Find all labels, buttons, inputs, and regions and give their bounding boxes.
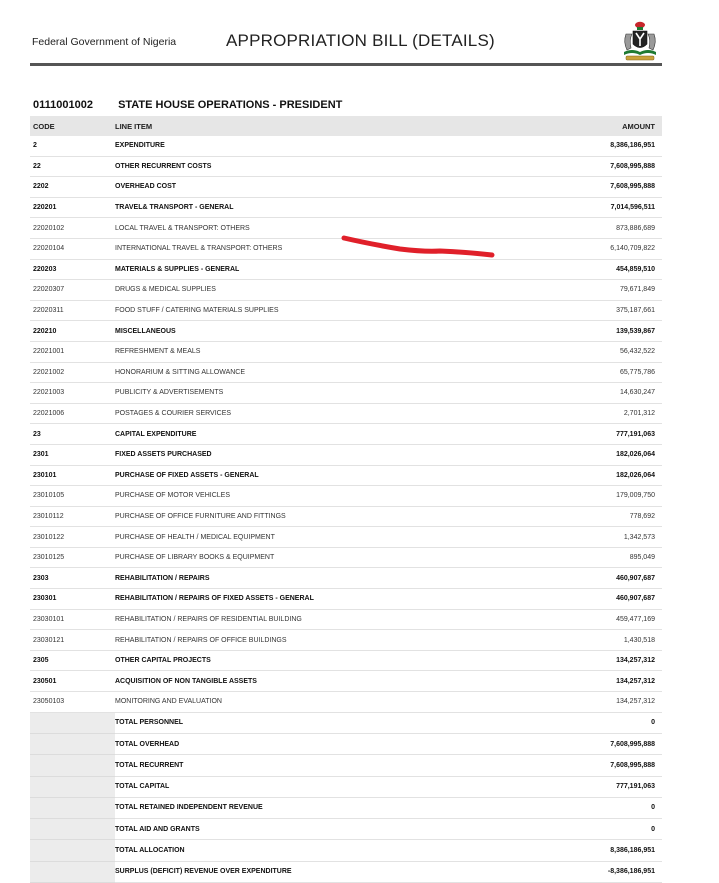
header-divider [30, 63, 662, 66]
row-line-item: REHABILITATION / REPAIRS [115, 568, 555, 589]
row-code: 2301 [30, 444, 115, 465]
row-code: 22020104 [30, 238, 115, 259]
table-header-row [30, 116, 662, 136]
row-line-item: OVERHEAD COST [115, 177, 555, 198]
table-row [30, 177, 662, 198]
row-line-item: INTERNATIONAL TRAVEL & TRANSPORT: OTHERS [115, 238, 555, 259]
table-row [30, 589, 662, 610]
row-amount: 460,907,687 [555, 568, 662, 589]
table-row [30, 136, 662, 156]
row-code: 23010122 [30, 527, 115, 548]
total-amount: 7,608,995,888 [555, 755, 662, 776]
table-row [30, 568, 662, 589]
row-amount: 1,430,518 [555, 630, 662, 651]
row-line-item: MATERIALS & SUPPLIES - GENERAL [115, 259, 555, 280]
row-code: 23 [30, 424, 115, 445]
row-code: 22021006 [30, 403, 115, 424]
table-row [30, 238, 662, 259]
row-amount: 7,014,596,511 [555, 197, 662, 218]
row-amount: 778,692 [555, 506, 662, 527]
table-row [30, 444, 662, 465]
appropriation-table [30, 116, 662, 883]
row-line-item: HONORARIUM & SITTING ALLOWANCE [115, 362, 555, 383]
table-row [30, 383, 662, 404]
row-code: 22021001 [30, 341, 115, 362]
total-row-code-cell [30, 776, 115, 797]
row-line-item: EXPENDITURE [115, 136, 555, 156]
total-row-code-cell [30, 819, 115, 840]
row-line-item: ACQUISITION OF NON TANGIBLE ASSETS [115, 671, 555, 692]
table-row [30, 300, 662, 321]
row-line-item: MONITORING AND EVALUATION [115, 692, 555, 713]
table-row [30, 650, 662, 671]
nigeria-coat-of-arms-icon [618, 20, 662, 62]
total-row [30, 840, 662, 861]
total-label: SURPLUS (DEFICIT) REVENUE OVER EXPENDITURE [115, 861, 555, 882]
table-row [30, 259, 662, 280]
row-amount: 134,257,312 [555, 671, 662, 692]
row-code: 23010105 [30, 486, 115, 507]
line-item-rows [30, 136, 662, 712]
government-name: Federal Government of Nigeria [32, 36, 177, 48]
row-line-item: PUBLICITY & ADVERTISEMENTS [115, 383, 555, 404]
table-row [30, 506, 662, 527]
row-amount: 134,257,312 [555, 650, 662, 671]
column-header-amount: AMOUNT [555, 116, 662, 136]
row-code: 23030121 [30, 630, 115, 651]
row-code: 23010125 [30, 547, 115, 568]
table-row [30, 630, 662, 651]
row-line-item: PURCHASE OF LIBRARY BOOKS & EQUIPMENT [115, 547, 555, 568]
row-amount: 8,386,186,951 [555, 136, 662, 156]
total-label: TOTAL RETAINED INDEPENDENT REVENUE [115, 797, 555, 818]
document-header [30, 18, 660, 64]
row-code: 230101 [30, 465, 115, 486]
total-amount: 777,191,063 [555, 776, 662, 797]
table-row [30, 280, 662, 301]
table-row [30, 403, 662, 424]
row-line-item: FOOD STUFF / CATERING MATERIALS SUPPLIES [115, 300, 555, 321]
total-label: TOTAL ALLOCATION [115, 840, 555, 861]
total-row-code-cell [30, 840, 115, 861]
row-line-item: TRAVEL& TRANSPORT - GENERAL [115, 197, 555, 218]
row-line-item: PURCHASE OF MOTOR VEHICLES [115, 486, 555, 507]
row-line-item: DRUGS & MEDICAL SUPPLIES [115, 280, 555, 301]
ministry-heading [33, 99, 342, 111]
row-line-item: REHABILITATION / REPAIRS OF OFFICE BUILDINGS [115, 630, 555, 651]
ministry-code: 0111001002 [33, 99, 93, 111]
row-line-item: REFRESHMENT & MEALS [115, 341, 555, 362]
table-row [30, 424, 662, 445]
row-amount: 179,009,750 [555, 486, 662, 507]
table-row [30, 692, 662, 713]
column-header-code: CODE [30, 116, 115, 136]
total-row-code-cell [30, 733, 115, 754]
total-row [30, 797, 662, 818]
total-label: TOTAL OVERHEAD [115, 733, 555, 754]
column-header-line-item: LINE ITEM [115, 116, 555, 136]
total-amount: 0 [555, 712, 662, 733]
row-line-item: PURCHASE OF HEALTH / MEDICAL EQUIPMENT [115, 527, 555, 548]
row-amount: 777,191,063 [555, 424, 662, 445]
total-amount: 7,608,995,888 [555, 733, 662, 754]
row-code: 230301 [30, 589, 115, 610]
row-amount: 65,775,786 [555, 362, 662, 383]
table-row [30, 547, 662, 568]
row-code: 22021003 [30, 383, 115, 404]
total-amount: 0 [555, 819, 662, 840]
row-line-item: OTHER CAPITAL PROJECTS [115, 650, 555, 671]
total-row [30, 861, 662, 882]
row-amount: 375,187,661 [555, 300, 662, 321]
table-row [30, 321, 662, 342]
table-row [30, 197, 662, 218]
row-line-item: PURCHASE OF OFFICE FURNITURE AND FITTINGS [115, 506, 555, 527]
row-line-item: FIXED ASSETS PURCHASED [115, 444, 555, 465]
total-label: TOTAL PERSONNEL [115, 712, 555, 733]
row-amount: 895,049 [555, 547, 662, 568]
total-amount: 8,386,186,951 [555, 840, 662, 861]
table-row [30, 218, 662, 239]
row-amount: 873,886,689 [555, 218, 662, 239]
row-code: 23010112 [30, 506, 115, 527]
row-line-item: REHABILITATION / REPAIRS OF RESIDENTIAL BUILDING [115, 609, 555, 630]
total-label: TOTAL RECURRENT [115, 755, 555, 776]
row-code: 2305 [30, 650, 115, 671]
row-line-item: POSTAGES & COURIER SERVICES [115, 403, 555, 424]
row-amount: 139,539,867 [555, 321, 662, 342]
total-row [30, 733, 662, 754]
total-row [30, 755, 662, 776]
row-code: 22020307 [30, 280, 115, 301]
row-amount: 454,859,510 [555, 259, 662, 280]
table-row [30, 486, 662, 507]
ministry-name: STATE HOUSE OPERATIONS - PRESIDENT [118, 99, 343, 111]
row-amount: 7,608,995,888 [555, 177, 662, 198]
row-code: 2303 [30, 568, 115, 589]
table-row [30, 609, 662, 630]
total-amount: -8,386,186,951 [555, 861, 662, 882]
row-code: 23030101 [30, 609, 115, 630]
row-amount: 14,630,247 [555, 383, 662, 404]
document-title: APPROPRIATION BILL (DETAILS) [226, 31, 495, 50]
table-row [30, 527, 662, 548]
total-row [30, 776, 662, 797]
row-line-item: OTHER RECURRENT COSTS [115, 156, 555, 177]
table-row [30, 362, 662, 383]
row-amount: 79,671,849 [555, 280, 662, 301]
row-amount: 56,432,522 [555, 341, 662, 362]
total-row [30, 819, 662, 840]
total-row-code-cell [30, 797, 115, 818]
row-code: 220210 [30, 321, 115, 342]
row-code: 22020311 [30, 300, 115, 321]
total-row-code-cell [30, 861, 115, 882]
row-line-item: REHABILITATION / REPAIRS OF FIXED ASSETS - GENERAL [115, 589, 555, 610]
row-line-item: PURCHASE OF FIXED ASSETS - GENERAL [115, 465, 555, 486]
row-code: 230501 [30, 671, 115, 692]
row-code: 220201 [30, 197, 115, 218]
total-row-code-cell [30, 755, 115, 776]
row-amount: 134,257,312 [555, 692, 662, 713]
table-row [30, 341, 662, 362]
table-row [30, 465, 662, 486]
row-amount: 7,608,995,888 [555, 156, 662, 177]
row-amount: 182,026,064 [555, 444, 662, 465]
row-amount: 460,907,687 [555, 589, 662, 610]
total-label: TOTAL AID AND GRANTS [115, 819, 555, 840]
row-code: 2202 [30, 177, 115, 198]
row-line-item: LOCAL TRAVEL & TRANSPORT: OTHERS [115, 218, 555, 239]
total-row [30, 712, 662, 733]
total-row-code-cell [30, 712, 115, 733]
row-amount: 1,342,573 [555, 527, 662, 548]
row-code: 23050103 [30, 692, 115, 713]
row-code: 22 [30, 156, 115, 177]
row-amount: 459,477,169 [555, 609, 662, 630]
row-amount: 182,026,064 [555, 465, 662, 486]
row-code: 22020102 [30, 218, 115, 239]
row-code: 22021002 [30, 362, 115, 383]
total-label: TOTAL CAPITAL [115, 776, 555, 797]
table-row [30, 156, 662, 177]
row-amount: 2,701,312 [555, 403, 662, 424]
row-code: 220203 [30, 259, 115, 280]
row-line-item: MISCELLANEOUS [115, 321, 555, 342]
totals-rows [30, 712, 662, 882]
table-row [30, 671, 662, 692]
total-amount: 0 [555, 797, 662, 818]
row-line-item: CAPITAL EXPENDITURE [115, 424, 555, 445]
row-amount: 6,140,709,822 [555, 238, 662, 259]
row-code: 2 [30, 136, 115, 156]
